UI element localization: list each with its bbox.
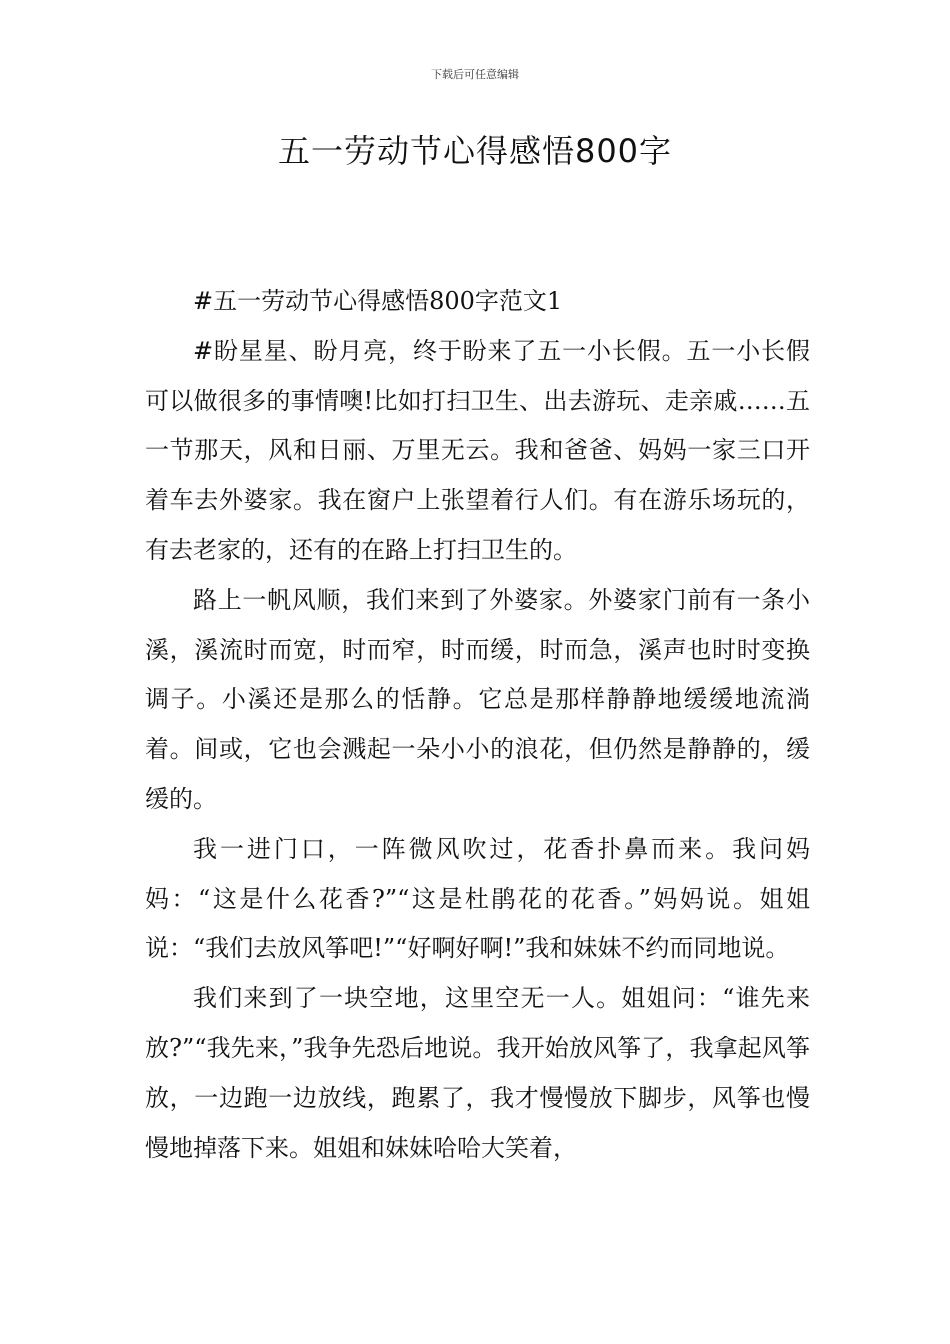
paragraph-subtitle: #五一劳动节心得感悟800字范文1 [193,287,563,315]
paragraph: #盼星星、盼月亮，终于盼来了五一小长假。五一小长假可以做很多的事情噢!比如打扫卫生、出去游玩、走亲戚……五一节那天，风和日丽、万里无云。我和爸爸、妈妈一家三口开着车去外婆家。我在窗户上张望着行人们。有在游乐场玩的，有去老家的，还有的在路上打扫卫生的。 [145,336,810,564]
header-note: 下载后可任意编辑 [431,68,519,81]
paragraph: 我们来到了一块空地，这里空无一人。姐姐问：“谁先来放?”“我先来，”我争先恐后地说。我开始放风筝了，我拿起风筝放，一边跑一边放线，跑累了，我才慢慢放下脚步，风筝也慢慢地掉落下来。姐姐和妹妹哈哈大笑着， [145,984,810,1162]
document-title: 五一劳动节心得感悟800字 [277,132,673,170]
document-body [145,277,810,1173]
paragraph: 路上一帆风顺，我们来到了外婆家。外婆家门前有一条小溪，溪流时而宽，时而窄，时而缓，时而急，溪声也时时变换调子。小溪还是那么的恬静。它总是那样静静地缓缓地流淌着。间或，它也会溅起一朵小小的浪花，但仍然是静静的，缓缓的。 [145,585,810,813]
paragraph: 我一进门口，一阵微风吹过，花香扑鼻而来。我问妈妈：“这是什么花香?”“这是杜鹃花的花香。”妈妈说。姐姐说：“我们去放风筝吧!”“好啊好啊!”我和妹妹不约而同地说。 [145,834,810,963]
